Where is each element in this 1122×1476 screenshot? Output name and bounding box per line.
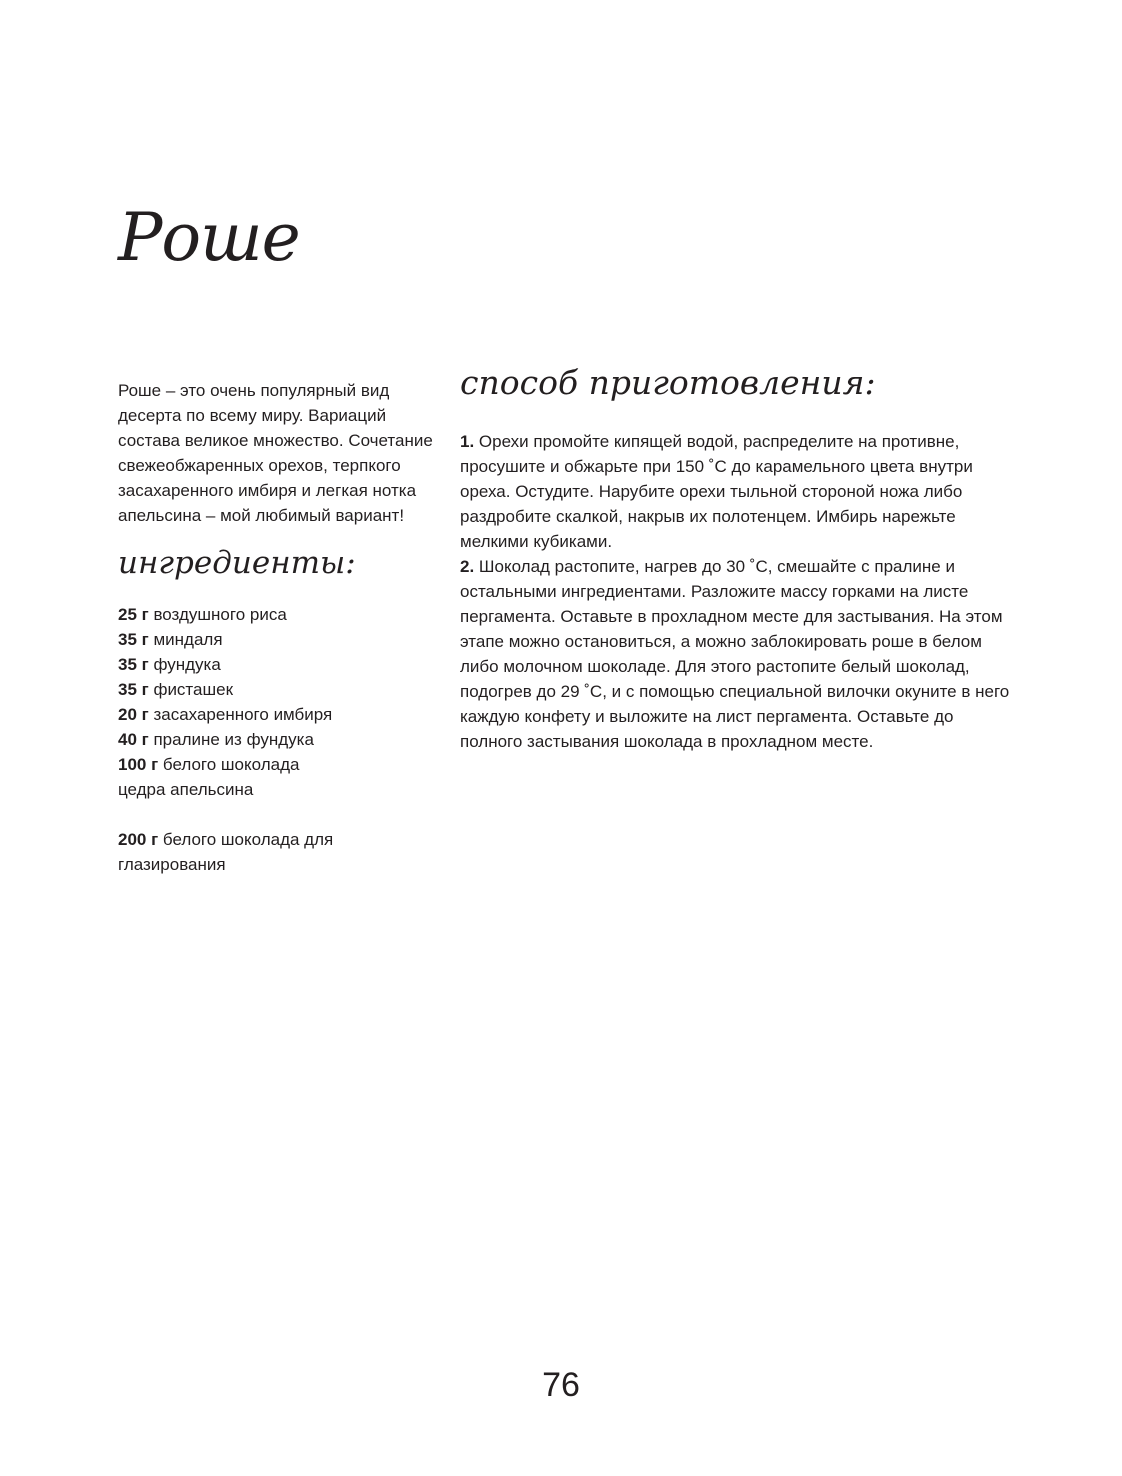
ingredient-item bbox=[118, 702, 438, 727]
ingredient-qty: 35 г bbox=[118, 655, 149, 675]
recipe-title: Роше bbox=[118, 199, 300, 276]
ingredient-name: белого шоколада для глазирования bbox=[118, 830, 334, 875]
method-step bbox=[460, 429, 1020, 554]
glaze-ingredient bbox=[118, 827, 438, 877]
ingredient-name: белого шоколада bbox=[162, 755, 300, 775]
method-step bbox=[460, 554, 1020, 754]
page-number: 76 bbox=[542, 1366, 580, 1404]
ingredient-name: пралине из фундука bbox=[153, 730, 314, 750]
right-column bbox=[460, 365, 1020, 754]
method-heading: способ приготовления: bbox=[460, 363, 876, 402]
step-text: Шоколад растопите, нагрев до 30 ˚С, смешайте с пралине и остальными ингредиентами. Разложите массу горками на листе пергамента. Оставьте в прохладном месте для застывания. На этом этапе можно остановиться, а можно заблокировать роше в белом либо молочном шоколаде. Для этого растопите белый шоколад, подогрев до 29 ˚С, и с помощью специальной вилочки окуните в него каждую конфету и выложите на лист пергамента. Оставьте до полного застывания шоколада в прохладном месте. bbox=[460, 557, 1010, 752]
step-number: 1. bbox=[460, 432, 475, 452]
ingredient-qty: 200 г bbox=[118, 830, 159, 850]
ingredient-name: фундука bbox=[153, 655, 221, 675]
step-text: Орехи промойте кипящей водой, распределите на противне, просушите и обжарьте при 150 ˚С до карамельного цвета внутри ореха. Остудите. Нарубите орехи тыльной стороной ножа либо раздробите скалкой, накрыв их полотенцем. Имбирь нарежьте мелкими кубиками. bbox=[460, 432, 973, 552]
ingredient-qty: 20 г bbox=[118, 705, 149, 725]
ingredient-item bbox=[118, 727, 438, 752]
ingredient-qty: 25 г bbox=[118, 605, 149, 625]
intro-text: Роше – это очень популярный вид десерта по всему миру. Вариаций состава великое множество. Сочетание свежеобжаренных орехов, терпкого засахаренного имбиря и легкая нотка апельсина – мой любимый вариант! bbox=[118, 381, 433, 525]
ingredient-qty: 40 г bbox=[118, 730, 149, 750]
ingredient-qty: 100 г bbox=[118, 755, 159, 775]
method-steps bbox=[460, 429, 1020, 754]
left-column bbox=[118, 378, 438, 877]
ingredient-name: фисташек bbox=[153, 680, 234, 700]
ingredient-name: цедра апельсина bbox=[118, 780, 254, 800]
ingredient-name: засахаренного имбиря bbox=[153, 705, 333, 725]
ingredient-item bbox=[118, 777, 438, 802]
ingredient-item bbox=[118, 602, 438, 627]
ingredients-list bbox=[118, 602, 438, 877]
ingredient-item bbox=[118, 677, 438, 702]
ingredients-heading: ингредиенты: bbox=[118, 545, 356, 581]
ingredient-qty: 35 г bbox=[118, 630, 149, 650]
ingredient-item bbox=[118, 652, 438, 677]
ingredient-name: миндаля bbox=[153, 630, 223, 650]
ingredient-item bbox=[118, 627, 438, 652]
ingredient-name: воздушного риса bbox=[153, 605, 287, 625]
ingredient-qty: 35 г bbox=[118, 680, 149, 700]
step-number: 2. bbox=[460, 557, 475, 577]
ingredient-item bbox=[118, 752, 438, 777]
